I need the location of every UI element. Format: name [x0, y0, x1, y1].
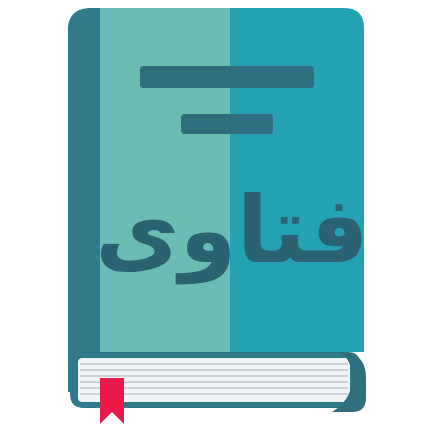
bookmark-ribbon	[100, 378, 124, 424]
book-title: فتاوى	[95, 177, 369, 284]
cover-text-bar-long	[140, 66, 314, 88]
cover-text-bar-short	[181, 114, 273, 134]
